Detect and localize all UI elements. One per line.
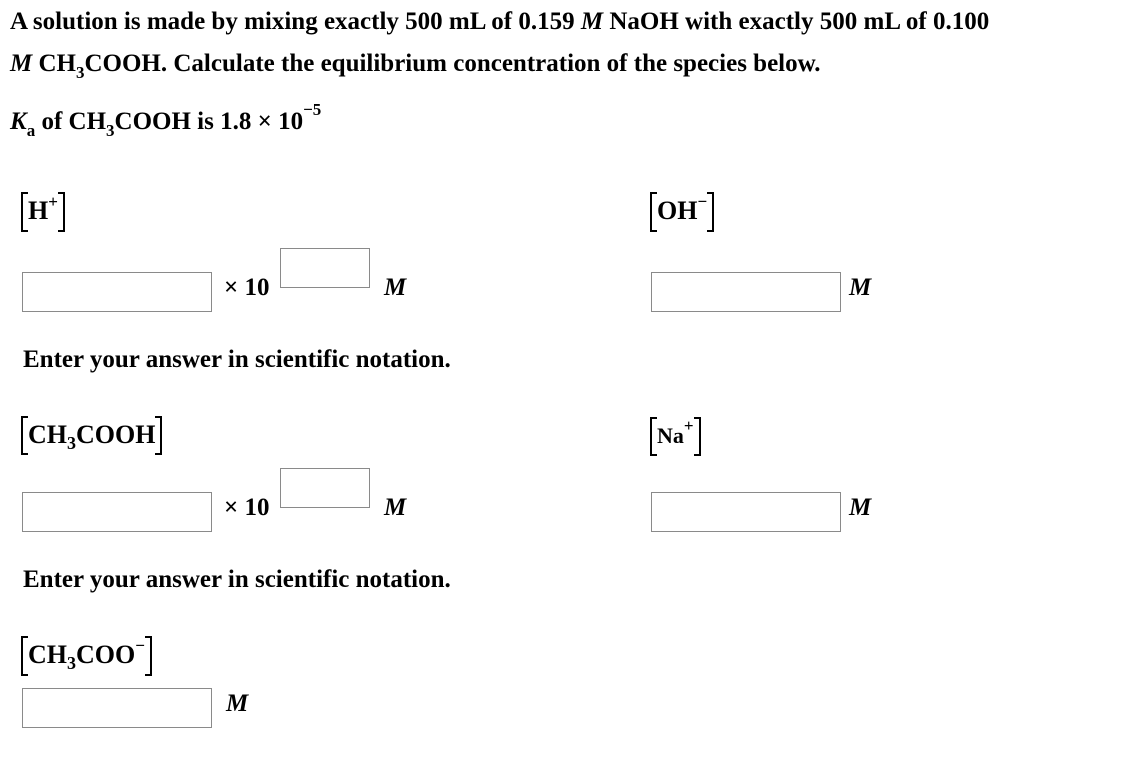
- na-plus-label: [653, 416, 698, 453]
- species-formula: H: [28, 196, 49, 225]
- unit-label: M: [384, 494, 407, 521]
- na-plus-input[interactable]: [651, 492, 841, 532]
- molarity-unit: M: [10, 50, 33, 77]
- ch3cooh-label: [24, 420, 159, 452]
- species-formula: COO: [76, 640, 136, 669]
- unit-label: M: [849, 494, 872, 521]
- h-plus-label: [24, 192, 62, 229]
- h-plus-mantissa-input[interactable]: [22, 272, 212, 312]
- oh-minus-input[interactable]: [651, 272, 841, 312]
- question-line-1: [10, 8, 989, 36]
- species-formula: Na: [657, 423, 684, 448]
- scientific-notation-note: Enter your answer in scientific notation.: [23, 346, 451, 373]
- subscript: 3: [75, 63, 85, 82]
- scientific-notation-note: Enter your answer in scientific notation.: [23, 566, 451, 593]
- unit-label: M: [226, 690, 249, 717]
- ka-line: [10, 100, 322, 140]
- question-text-1-tail: NaOH with exactly 500 mL of 0.100: [603, 8, 990, 35]
- h-plus-exponent-input[interactable]: [280, 248, 370, 288]
- species-formula: OH: [657, 196, 698, 225]
- species-formula: COOH: [76, 420, 156, 449]
- charge: −: [697, 192, 708, 211]
- ch3coo-minus-label: [24, 636, 149, 673]
- charge: −: [135, 636, 145, 655]
- species-formula: CH: [28, 640, 67, 669]
- times-ten: × 10: [224, 494, 270, 521]
- ka-text-tail: COOH is 1.8 × 10: [114, 108, 304, 135]
- molarity-unit: M: [580, 8, 604, 35]
- times-ten: × 10: [224, 274, 270, 301]
- question-line-2: [10, 50, 821, 82]
- ka-exponent: −5: [303, 100, 322, 119]
- question-text-2-tail: COOH. Calculate the equilibrium concentration of the species below.: [84, 50, 821, 77]
- subscript: 3: [67, 433, 76, 453]
- subscript: 3: [106, 121, 115, 140]
- species-formula: CH: [28, 420, 67, 449]
- question-text-1: A solution is made by mixing exactly 500 mL of 0.159: [10, 8, 581, 35]
- ka-subscript: a: [26, 121, 36, 140]
- charge: +: [683, 416, 694, 435]
- subscript: 3: [67, 653, 76, 673]
- ch3cooh-mantissa-input[interactable]: [22, 492, 212, 532]
- ch3coo-minus-input[interactable]: [22, 688, 212, 728]
- ka-symbol: K: [10, 108, 27, 135]
- unit-label: M: [384, 274, 407, 301]
- ch3cooh-exponent-input[interactable]: [280, 468, 370, 508]
- oh-minus-label: [653, 192, 711, 229]
- unit-label: M: [849, 274, 872, 301]
- charge: +: [48, 192, 58, 211]
- question-text-2: CH: [32, 50, 76, 77]
- ka-text: of CH: [35, 108, 107, 135]
